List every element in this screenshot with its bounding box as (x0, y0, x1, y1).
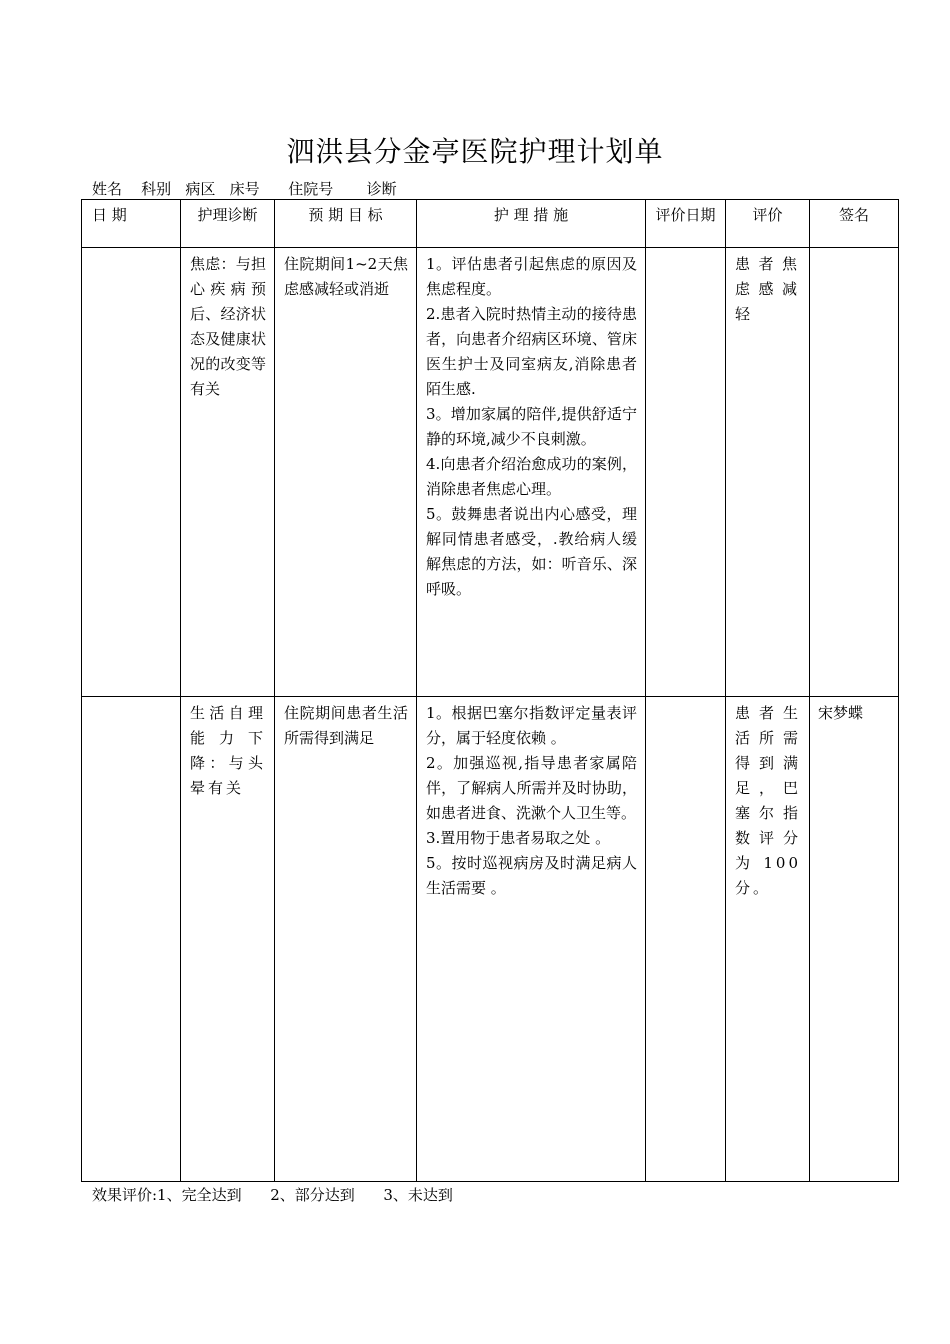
cell-diagnosis: 生活自理能力下降：与头晕有关 (181, 697, 275, 1182)
cell-diagnosis: 焦虑：与担心疾病预后、经济状态及健康状况的改变等有关 (181, 248, 275, 697)
header-diagnosis: 护理诊断 (181, 200, 275, 248)
cell-signature (810, 248, 899, 697)
table-row (82, 697, 899, 1182)
cell-goal: 住院期间1~2天焦虑感减轻或消逝 (275, 248, 417, 697)
header-measures: 护 理 措 施 (417, 200, 646, 248)
measure-item: 1。评估患者引起焦虑的原因及焦虑程度。 (426, 255, 637, 298)
header-evaluation: 评价 (726, 200, 810, 248)
table-row (82, 248, 899, 697)
cell-measures (417, 697, 646, 1182)
page-title: 泗洪县分金亭医院护理计划单 (286, 135, 664, 168)
cell-goal: 住院期间患者生活所需得到满足 (275, 697, 417, 1182)
measure-item: 3.置用物于患者易取之处 。 (426, 829, 611, 847)
cell-date (82, 697, 181, 1182)
measure-item: 5。按时巡视病房及时满足病人生活需要 。 (426, 854, 637, 897)
patient-info-line: 姓名 科别 病区 床号 住院号 诊断 (92, 180, 397, 198)
cell-measures (417, 248, 646, 697)
cell-evaluation: 患者生活所需得到满足，巴塞尔指数评分为 100分。 (726, 697, 810, 1182)
measure-item: 1。根据巴塞尔指数评定量表评 分，属于轻度依赖 。 (426, 704, 637, 747)
cell-eval-date (646, 248, 726, 697)
measure-item: 4.向患者介绍治愈成功的案例，消除患者焦虑心理。 (426, 455, 637, 498)
header-signature: 签名 (810, 200, 899, 248)
measure-item: 2.患者入院时热情主动的接待患者，向患者介绍病区环境、管床医生护士及同室病友,消除患者陌生感. (426, 305, 637, 398)
measure-item: 5。鼓舞患者说出内心感受，理解同情患者感受，.教给病人缓解焦虑的方法，如：听音乐、深呼吸。 (426, 505, 637, 598)
header-goal: 预 期 目 标 (275, 200, 417, 248)
table-header-row (82, 200, 899, 248)
cell-evaluation: 患者焦虑感减轻 (726, 248, 810, 697)
header-eval-date: 评价日期 (646, 200, 726, 248)
measure-item: 2。加强巡视,指导患者家属陪伴，了解病人所需并及时协助，如患者进食、洗漱个人卫生等。 (426, 754, 637, 822)
cell-signature: 宋梦蝶 (810, 697, 899, 1182)
cell-date (82, 248, 181, 697)
measure-item: 3。增加家属的陪伴,提供舒适宁静的环境,减少不良刺激。 (426, 405, 637, 448)
evaluation-legend: 效果评价:1、完全达到 2、部分达到 3、未达到 (92, 1186, 453, 1204)
nursing-plan-table (81, 199, 899, 1182)
cell-eval-date (646, 697, 726, 1182)
header-date: 日 期 (82, 200, 181, 248)
